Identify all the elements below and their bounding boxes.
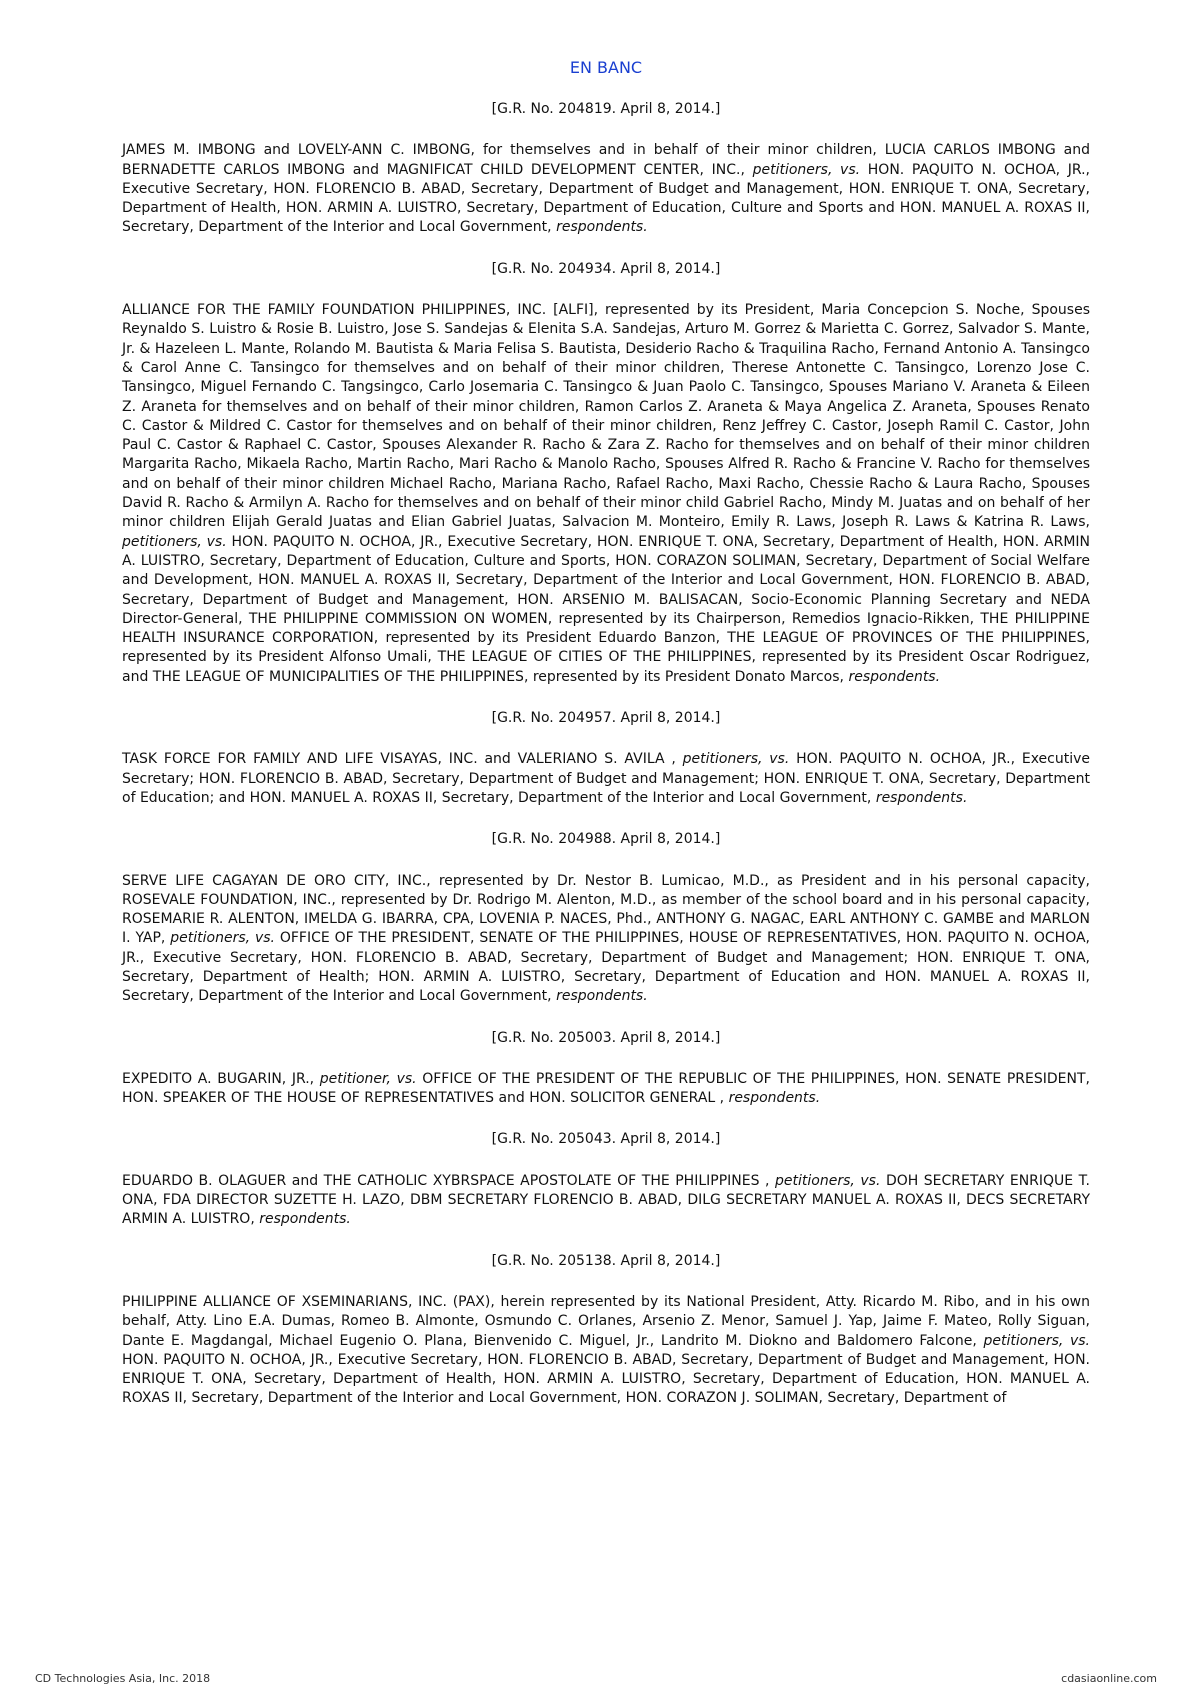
caption-respondent-parties: HON. PAQUITO N. OCHOA, JR., Executive Secretary; HON. FLORENCIO B. ABAD, Secretary, Department of Budget and Management; HON. ENRIQUE T. ONA, Secretary, Department of Education; and HON. MANUEL A. ROXAS II, Secretary, Department of the Interior and Local Government, [122,751,1091,806]
caption-respondent-parties: DOH SECRETARY ENRIQUE T. ONA, FDA DIRECTOR SUZETTE H. LAZO, DBM SECRETARY FLORENCIO B. ABAD, DILG SECRETARY MANUEL A. ROXAS II, DECS SECRETARY ARMIN A. LUISTRO, [122,1172,1091,1228]
caption-parties: SERVE LIFE CAGAYAN DE ORO CITY, INC., represented by Dr. Nestor B. Lumicao, M.D., as President and in his personal capacity, ROSEVALE FOUNDATION, INC., represented by Dr. Rodrigo M. Alenton, M.D., as member of the school board and in his personal capacity, ROSEMARIE R. ALENTON, IMELDA G. IBARRA, CPA, LOVENIA P. NACES, Phd., ANTHONY G. NAGAC, EARL ANTHONY C. GAMBE and MARLON I. YAP, [122,872,1090,947]
caption-parties: ALLIANCE FOR THE FAMILY FOUNDATION PHILIPPINES, INC. [ALFI], represented by its President, Maria Concepcion S. Noche, Spouses Reynaldo S. Luistro & Rosie B. Luistro, Jose S. Sandejas & Elenita S.A. Sandejas, Arturo M. Gorrez & Marietta C. Gorrez, Salvador S. Mante, Jr. & Hazeleen L. Mante, Rolando M. Bautista & Maria Felisa S. Bautista, Desiderio Racho & Traquilina Racho, Fernand Antonio A. Tansingco & Carol Anne C. Tansingco for themselves and on behalf of their minor children, Therese Antonette C. Tansingco, Lorenzo Jose C. Tansingco, Miguel Fernando C. Tangsingco, Carlo Josemaria C. Tansingco & Juan Paolo C. Tansingco, Spouses Mariano V. Araneta & Eileen Z. Araneta for themselves and on behalf of their minor children, Ramon Carlos Z. Araneta & Maya Angelica Z. Araneta, Spouses Renato C. Castor & Mildred C. Castor for themselves and on behalf of their minor children, Renz Jeffrey C. Castor, Joseph Ramil C. Castor, John Paul C. Castor & Raphael C. Castor, Spouses Alexander R. Racho & Zara Z. Racho for themselves and on behalf of their minor children Margarita Racho, Mikaela Racho, Martin Racho, Mari Racho & Manolo Racho, Spouses Alfred R. Racho & Francine V. Racho for themselves and on behalf of their minor children Michael Racho, Mariana Racho, Rafael Racho, Maxi Racho, Chessie Racho & Laura Racho, Spouses David R. Racho & Armilyn A. Racho for themselves and on behalf of their minor child Gabriel Racho, Mindy M. Juatas and on behalf of her minor children Elijah Gerald Juatas and Elian Gabriel Juatas, Salvacion M. Monteiro, Emily R. Laws, Joseph R. Laws & Katrina R. Laws, [122,302,1090,531]
caption-respondent-parties: HON. PAQUITO N. OCHOA, JR., Executive Secretary, HON. FLORENCIO B. ABAD, Secretary, Department of Budget and Management, HON. ENRIQUE T. ONA, Secretary, Department of Health, HON. ARMIN A. LUISTRO, Secretary, Department of Education, HON. MANUEL A. ROXAS II, Secretary, Department of the Interior and Local Government, HON. CORAZON J. SOLIMAN, Secretary, Department of [122,1351,1090,1407]
case-number-1: [G.R. No. 204819. April 8, 2014.] [491,101,721,117]
caption-respondent-parties: HON. PAQUITO N. OCHOA, JR., Executive Secretary, HON. ENRIQUE T. ONA, Secretary, Department of Health, HON. ARMIN A. LUISTRO, Secretary, Department of Education, Culture and Sports, HON. CORAZON SOLIMAN, Secretary, Department of Social Welfare and Development, HON. MANUEL A. ROXAS II, Secretary, Department of the Interior and Local Government, HON. FLORENCIO B. ABAD, Secretary, Department of Budget and Management, HON. ARSENIO M. BALISACAN, Socio-Economic Planning Secretary and NEDA Director-General, THE PHILIPPINE COMMISSION ON WOMEN, represented by its Chairperson, Remedios Ignacio-Rikken, THE PHILIPPINE HEALTH INSURANCE CORPORATION, represented by its President Eduardo Banzon, THE LEAGUE OF PROVINCES OF THE PHILIPPINES, represented by its President Alfonso Umali, THE LEAGUE OF CITIES OF THE PHILIPPINES, represented by its President Oscar Rodriguez, and THE LEAGUE OF MUNICIPALITIES OF THE PHILIPPINES, represented by its President Donato Marcos, [122,533,1091,685]
case-number-2: [G.R. No. 204934. April 8, 2014.] [491,260,721,277]
caption-petitioners-label: petitioners, vs. [775,1172,881,1189]
caption-petitioners-label: petitioners, vs. [122,533,227,550]
case-number-4: [G.R. No. 204988. April 8, 2014.] [491,831,721,848]
caption-parties: JAMES M. IMBONG and LOVELY-ANN C. IMBONG, for themselves and in behalf of their minor children, LUCIA CARLOS IMBONG and BERNADETTE CARLOS IMBONG and MAGNIFICAT CHILD DEVELOPMENT CENTER, INC., [122,142,1090,178]
case-caption-1 [122,141,1090,237]
case-number-7: [G.R. No. 205138. April 8, 2014.] [491,1252,721,1269]
case-caption-7 [122,1293,1090,1409]
case-caption-6 [122,1172,1090,1230]
caption-petitioners-label: petitioner, vs. [319,1070,417,1087]
case-caption-3 [122,750,1090,808]
case-number-3: [G.R. No. 204957. April 8, 2014.] [491,710,721,727]
case-caption-5 [122,1070,1090,1109]
caption-petitioners-label: petitioners, vs. [752,161,861,178]
court-division-heading: EN BANC [569,58,643,77]
caption-respondent-parties: OFFICE OF THE PRESIDENT OF THE REPUBLIC OF THE PHILIPPINES, HON. SENATE PRESIDENT, HON. SPEAKER OF THE HOUSE OF REPRESENTATIVES and HON. SOLICITOR GENERAL , [122,1070,1090,1107]
caption-parties: PHILIPPINE ALLIANCE OF XSEMINARIANS, INC. (PAX), herein represented by its National President, Atty. Ricardo M. Ribo, and in his own behalf, Atty. Lino E.A. Dumas, Romeo B. Almonte, Osmundo C. Orlanes, Arsenio Z. Menor, Samuel J. Yap, Jaime F. Mateo, Rolly Siguan, Dante E. Magdangal, Michael Eugenio O. Plana, Bienvenido C. Miguel, Jr., Landrito M. Diokno and Baldomero Falcone, [122,1293,1090,1349]
caption-petitioners-label: petitioners, vs. [983,1332,1091,1349]
caption-respondents-label: respondents. [259,1211,351,1228]
footer-website: cdasiaonline.com [1061,1672,1157,1685]
case-caption-4 [122,872,1090,1007]
document-page [122,58,1090,1431]
caption-respondents-label: respondents. [556,988,648,1005]
case-number-6: [G.R. No. 205043. April 8, 2014.] [491,1131,721,1148]
case-number-5: [G.R. No. 205003. April 8, 2014.] [491,1029,721,1046]
caption-parties: EXPEDITO A. BUGARIN, JR., [122,1070,315,1087]
caption-petitioners-label: petitioners, vs. [170,930,275,947]
caption-respondent-parties: HON. PAQUITO N. OCHOA, JR., Executive Secretary, HON. FLORENCIO B. ABAD, Secretary, Department of Budget and Management, HON. ENRIQUE T. ONA, Secretary, Department of Health, HON. ARMIN A. LUISTRO, Secretary, Department of Education, Culture and Sports and HON. MANUEL A. ROXAS II, Secretary, Department of the Interior and Local Government, [122,161,1091,236]
caption-parties: TASK FORCE FOR FAMILY AND LIFE VISAYAS, INC. and VALERIANO S. AVILA , [122,751,676,768]
caption-parties: EDUARDO B. OLAGUER and THE CATHOLIC XYBRSPACE APOSTOLATE OF THE PHILIPPINES , [122,1172,770,1189]
caption-respondents-label: respondents. [728,1090,821,1107]
caption-respondents-label: respondents. [556,219,648,236]
caption-petitioners-label: petitioners, vs. [682,751,790,768]
caption-respondents-label: respondents. [875,789,968,806]
footer-publisher: CD Technologies Asia, Inc. 2018 [35,1672,211,1685]
case-caption-2 [122,301,1090,687]
caption-respondent-parties: OFFICE OF THE PRESIDENT, SENATE OF THE PHILIPPINES, HOUSE OF REPRESENTATIVES, HON. PAQUITO N. OCHOA, JR., Executive Secretary, HON. FLORENCIO B. ABAD, Secretary, Department of Budget and Management; HON. ENRIQUE T. ONA, Secretary, Department of Health; HON. ARMIN A. LUISTRO, Secretary, Department of Education and HON. MANUEL A. ROXAS II, Secretary, Department of the Interior and Local Government, [122,930,1090,1005]
caption-respondents-label: respondents. [848,668,941,685]
